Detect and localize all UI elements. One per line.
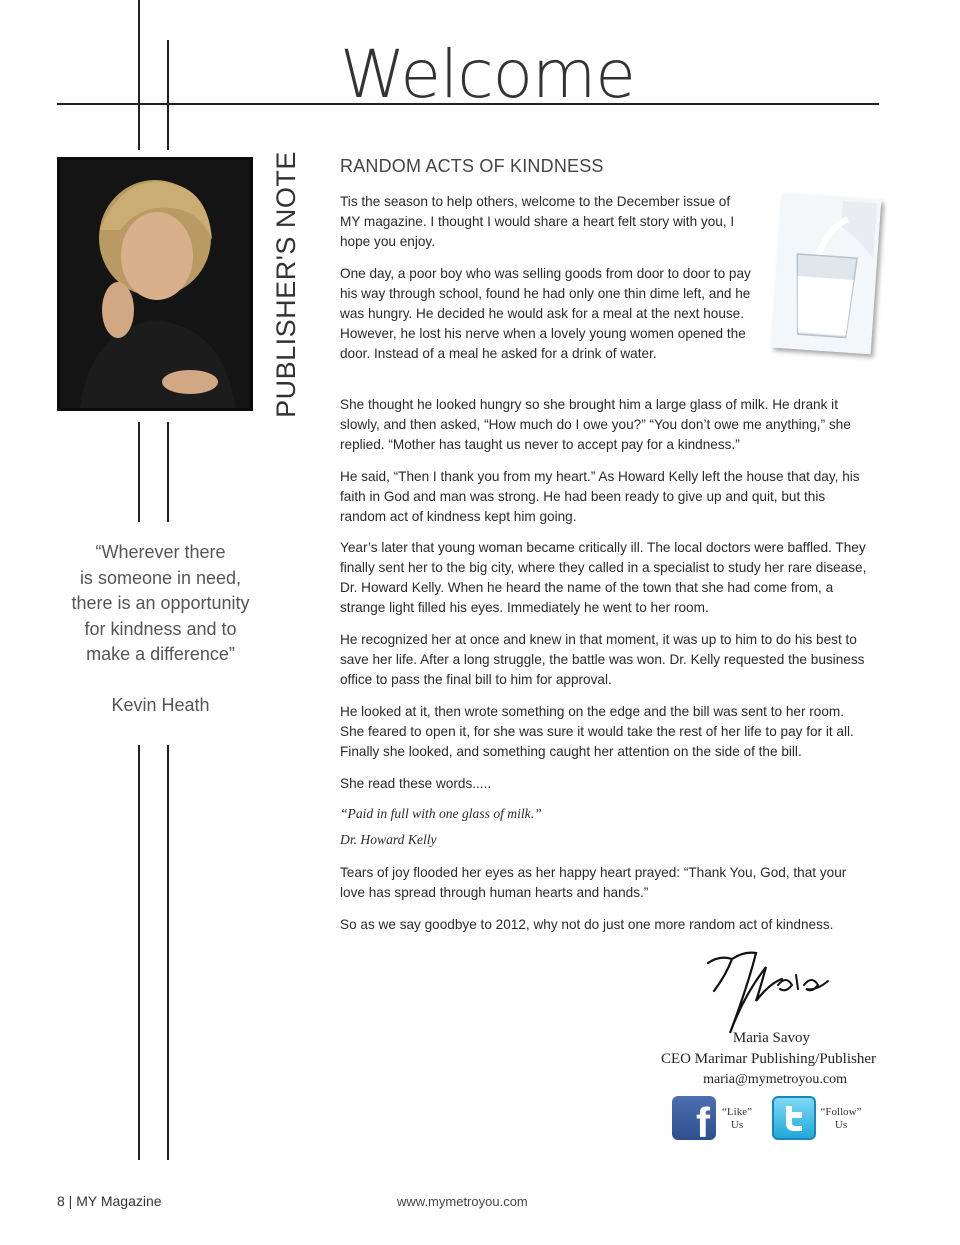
follow-us-text: Us [834, 1119, 848, 1131]
page-title: Welcome [340, 36, 635, 113]
article-paragraph: Year’s later that young woman became critically ill. The local doctors were baffled. They finally sent her to the big city, where they called in a specialist to study her rare disease, Dr. Howard Kelly. When he heard the name of the town that she had come from, a strange light filled his eyes. Immediately he went to her room. [340, 540, 867, 615]
decor-vline-1 [138, 0, 140, 150]
quote-line: “Wherever there [95, 542, 226, 562]
publisher-photo [57, 157, 253, 411]
twitter-glyph-icon [774, 1098, 814, 1138]
quote-line: there is an opportunity [71, 593, 250, 613]
article-paragraph: She thought he looked hungry so she brought him a large glass of milk. He drank it slowly, and then asked, “How much do I owe you?” “You don’t owe me anything,” she replied. “Mother has taught us never to accept pay for a kindness.” [340, 397, 851, 452]
bill-quote: “Paid in full with one glass of milk.” [340, 806, 542, 821]
signature-title: CEO Marimar Publishing/Publisher [661, 1051, 876, 1067]
article-paragraph: One day, a poor boy who was selling goods from door to door to pay his way through school, found he had only one thin dime left, and he was hungry. He decided he would ask for a meal at the next house. However, he lost his nerve when a lovely young women opened the door. Instead of a meal he asked for a drink of water. [340, 266, 751, 361]
like-us-label[interactable] [712, 1106, 762, 1132]
twitter-icon[interactable] [772, 1096, 816, 1140]
article-subhead: RANDOM ACTS OF KINDNESS [340, 156, 604, 176]
like-us-text: Us [730, 1119, 744, 1131]
quote-line: for kindness and to [84, 618, 237, 639]
decor-vline-2 [167, 40, 169, 150]
follow-us-label[interactable] [816, 1106, 866, 1132]
article-paragraph: He looked at it, then wrote something on the edge and the bill was sent to her room. She feared to open it, for she was sure it would take the rest of her life to pay for it all. Finally she looked, and something caught her attention on the side of the bill. [340, 704, 854, 759]
signature-email[interactable]: maria@mymetroyou.com [703, 1072, 847, 1087]
footer-url[interactable]: www.mymetroyou.com [397, 1194, 528, 1209]
article-paragraph: Tis the season to help others, welcome to the December issue of MY magazine. I thought I would share a heart felt story with you, I hope you enjoy. [340, 194, 735, 249]
quote-line: make a difference” [86, 644, 235, 664]
decor-vline-6 [167, 745, 169, 1160]
follow-text: “Follow” [820, 1106, 862, 1118]
pull-quote [58, 540, 263, 668]
decor-vline-5 [138, 745, 140, 1160]
article-paragraph: So as we say goodbye to 2012, why not do just one more random act of kindness. [340, 917, 834, 932]
milk-glass-image [771, 193, 882, 355]
section-label-vertical [246, 150, 326, 418]
facebook-glyph: f [696, 1099, 710, 1146]
like-text: “Like” [722, 1106, 752, 1118]
quote-author: Kevin Heath [111, 695, 210, 715]
bill-signature: Dr. Howard Kelly [340, 832, 437, 847]
quote-line: is someone in need, [79, 567, 242, 588]
milk-glass-icon [771, 193, 882, 355]
facebook-icon[interactable] [672, 1096, 716, 1146]
publishers-note-label: PUBLISHER'S NOTE [270, 150, 301, 418]
decor-vline-3 [138, 422, 140, 522]
decor-vline-4 [167, 422, 169, 522]
article-paragraph: She read these words..... [340, 776, 492, 791]
article-paragraph: He said, “Then I thank you from my heart.” As Howard Kelly left the house that day, his faith in God and man was strong. He had been ready to give up and quit, but this random act of kindness kept him going. [340, 469, 860, 524]
portrait-image [60, 160, 250, 408]
page-number: 8 | MY Magazine [57, 1193, 162, 1209]
article-paragraph: Tears of joy flooded her eyes as her happy heart prayed: “Thank You, God, that your love has spread through human hearts and hands.” [340, 865, 847, 900]
signature-name: Maria Savoy [732, 1030, 810, 1046]
handwritten-signature [700, 945, 840, 1040]
article-paragraph: He recognized her at once and knew in that moment, it was up to him to do his best to save her life. After a long struggle, the battle was won. Dr. Kelly requested the business office to pass the final bill to him for approval. [340, 632, 865, 687]
